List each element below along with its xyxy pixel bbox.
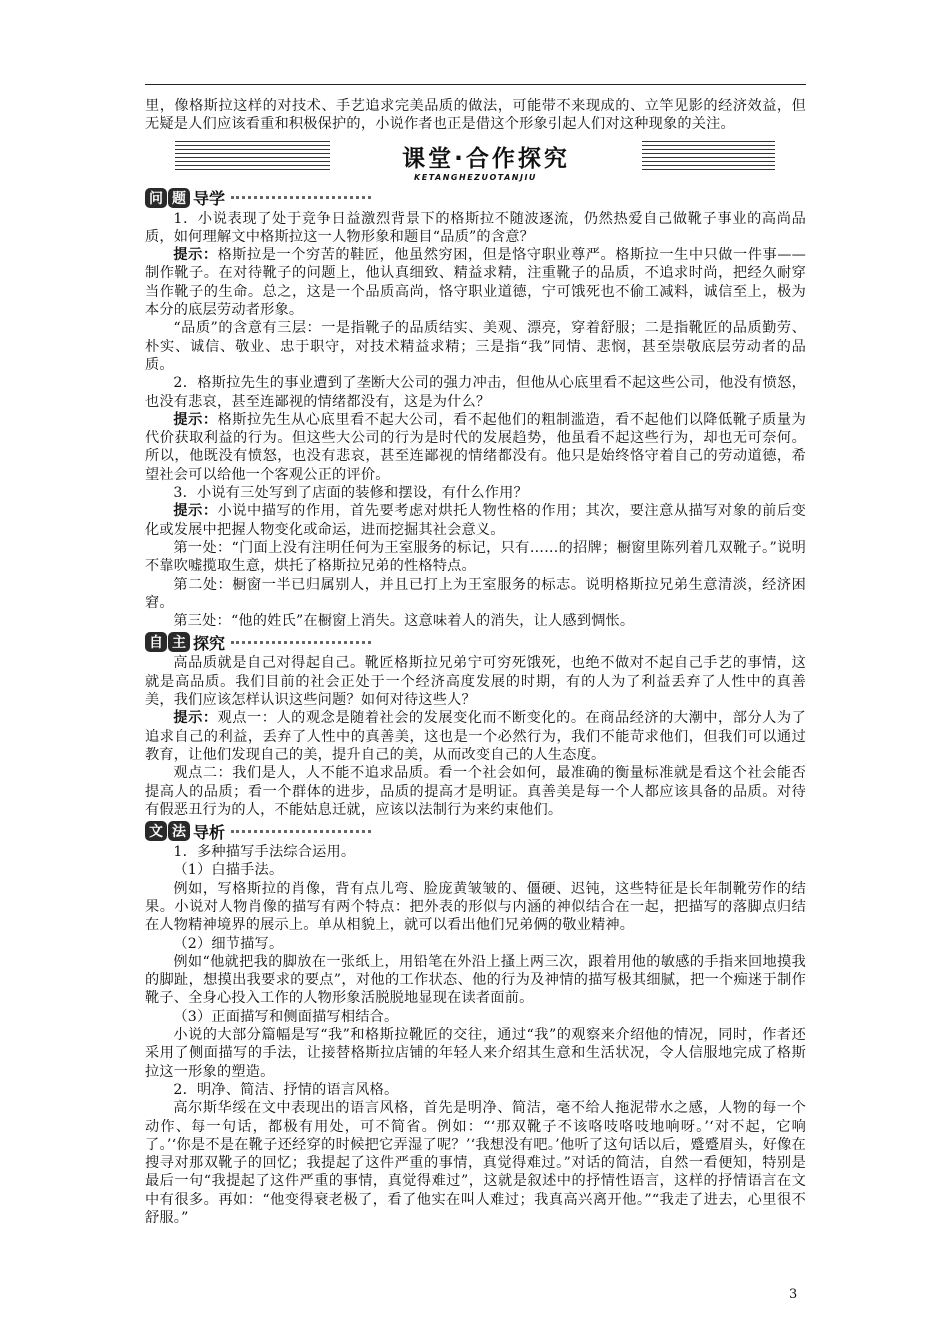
- method-1-sub-3: （3）正面描写和侧面描写相结合。: [173, 1008, 399, 1025]
- inquiry-view-1: 提示：观点一：人的观念是随着社会的发展变化而不断变化的。在商品经济的大潮中，部分人为了追求自己的利益，丢弃了人性中的真善美，这也是一个必然行为，我们不能苛求他们，但我们可以通过教育，让他们发现自己的美，提升自己的美，从而改变自己的人生态度。: [145, 710, 806, 763]
- answer-3-first: 第一处：“门面上没有注明任何为王室服务的标记，只有……的招牌；橱窗里陈列着几双靴子。”说明不靠吹嘘揽取生意，烘托了格斯拉兄弟的性格特点。: [145, 539, 806, 575]
- section-chip: 文: [145, 821, 167, 841]
- question-2: 2．格斯拉先生的事业遭到了垄断大公司的强力冲击，但他从心底里看不起这些公司，他没有愤怒，也没有悲哀，甚至连鄙视的情绪都没有，这是为什么？: [145, 375, 806, 410]
- method-2: 2．明净、简洁、抒情的语言风格。: [173, 1081, 399, 1098]
- method-1-sub-3-text: 小说的大部分篇幅是写“我”和格斯拉靴匠的交往，通过“我”的观察来介绍他的情况，同时，作者还采用了侧面描写的手法，让接替格斯拉店铺的年轻人来介绍其生意和生活状况，令人信服地完成了格斯拉这一形象的塑造。: [145, 1027, 806, 1080]
- page-content: [145, 97, 806, 1227]
- method-1-sub-1-text: 例如，写格斯拉的肖像，背有点儿弯、脸庞黄皱皱的、僵硬、迟钝，这些特征是长年制靴劳作的结果。小说对人物肖像的描写有两个特点：把外表的形似与内涵的神似结合在一起，把描写的落脚点归结在人物精神境界的展示上。单从相貌上，就可以看出他们兄弟俩的敬业精神。: [145, 880, 806, 934]
- section-heading-wenfa: [145, 820, 806, 842]
- banner-bar: [175, 137, 775, 171]
- section-heading-text: 探究: [193, 633, 226, 653]
- section-chip: 自: [145, 632, 167, 652]
- page-number: 3: [789, 1287, 798, 1302]
- section-heading-text: 导析: [193, 822, 226, 842]
- answer-1-cont: “品质”的含意有三层：一是指靴子的品质结实、美观、漂亮，穿着舒服；二是指靴匠的品质勤劳、朴实、诚信、敬业、忠于职守，对技术精益求精；三是指“我”同情、悲悯，甚至崇敬底层劳动者的品质。: [145, 320, 806, 373]
- method-1-sub-2-text: 例如“他就把我的脚放在一张纸上，用铅笔在外沿上搔上两三次，跟着用他的敏感的手指来回地摸我的脚趾，想摸出我要求的要点”，对他的工作状态、他的行为及神情的描写极其细腻，把一个痴迷于制作靴子、全身心投入工作的人物形象活脱脱地显现在读者面前。: [145, 953, 806, 1007]
- section-heading-wenti: [145, 187, 806, 209]
- section-heading-text: 导学: [193, 189, 226, 209]
- answer-3-second: 第二处：橱窗一半已归属别人，并且已打上为王室服务的标志。说明格斯拉兄弟生意清淡，经济困窘。: [145, 576, 806, 611]
- section-heading-zizhu: [145, 631, 806, 653]
- inquiry-view-2: 观点二：我们是人，人不能不追求品质。看一个社会如何，最准确的衡量标准就是看这个社会能否提高人的品质；看一个群体的进步，品质的提高才是明证。真善美是每一个人都应该具备的品质。对待有假恶丑行为的人，不能姑息迁就，应该以法制行为来约束他们。: [145, 765, 806, 818]
- question-3: 3．小说有三处写到了店面的装修和摆设，有什么作用？: [173, 485, 528, 502]
- section-chip: 法: [168, 821, 190, 841]
- section-chip: 主: [168, 632, 190, 652]
- dotted-divider: [231, 830, 371, 833]
- inquiry-question: 高品质就是自己对得起自己。靴匠格斯拉兄弟宁可穷死饿死，也绝不做对不起自己手艺的事情，这就是高品质。我们目前的社会正处于一个经济高度发展的时期，有的人为了利益丢弃了人性中的真善美，我们应该怎样认识这些问题？如何对待这些人？: [145, 655, 806, 709]
- method-1-sub-2: （2）细节描写。: [173, 935, 284, 952]
- answer-1: 提示：格斯拉是一个穷苦的鞋匠，他虽然穷困，但是恪守职业尊严。格斯拉一生中只做一件事——制作靴子。在对待靴子的问题上，他认真细致、精益求精，注重靴子的品质，不追求时尚，把经久耐穿当作靴子的生命。总之，这是一个品质高尚，恪守职业道德，宁可饿死也不偷工减料，诚信至上，极为本分的底层劳动者形象。: [145, 247, 806, 319]
- banner-subtitle: KETANGHEZUOTANJIU: [414, 172, 537, 182]
- answer-2: 提示：格斯拉先生从心底里看不起大公司，看不起他们的粗制滥造，看不起他们以降低靴子质量为代价获取利益的行为。但这些大公司的行为是时代的发展趋势，他虽看不起这些行为，却也无可奈何。所以，他既没有愤怒，也没有悲哀，甚至连鄙视的情绪都没有。他只是始终恪守着自己的劳动道德，希望社会可以给他一个客观公正的评价。: [145, 411, 806, 483]
- section-chip: 题: [168, 188, 190, 208]
- intro-paragraph: 里，像格斯拉这样的对技术、手艺追求完美品质的做法，可能带不来现成的、立竿见影的经济效益，但无疑是人们应该看重和积极保护的，小说作者也正是借这个形象引起人们对这种现象的关注。: [145, 98, 806, 133]
- method-2-text: 高尔斯华绥在文中表现出的语言风格，首先是明净、简洁，毫不给人拖泥带水之感，人物的每一个动作、每一句话，都极有用处，可不简省。例如：“‘那双靴子不该咯吱咯吱地响呀。’‘对不起，它响了。’‘你是不是在靴子还经穿的时候把它弄湿了呢？’‘我想没有吧。’他听了这句话以后，蹙蹙眉头，好像在搜寻对那双靴子的回忆；我提起了这件严重的事情，真觉得难过。”对话的简洁，自然一看便知，特别是最后一句“我提起了这件严重的事情，真觉得难过”，这就是叙述中的抒情性语言，这样的抒情语言在文中有很多。再如：“他变得衰老极了，看了他实在叫人难过；我真高兴离开他。”“我走了进去，心里很不舒服。”: [145, 1100, 806, 1227]
- method-1-sub-1: （1）白描手法。: [173, 862, 284, 879]
- header-rule: [145, 84, 806, 85]
- dotted-divider: [231, 196, 371, 199]
- method-1: 1．多种描写手法综合运用。: [173, 844, 356, 861]
- question-1: 1．小说表现了处于竞争日益激烈背景下的格斯拉不随波逐流，仍然热爱自己做靴子事业的高尚品质，如何理解文中格斯拉这一人物形象和题目“品质”的含意？: [145, 210, 806, 245]
- answer-3: 提示：小说中描写的作用，首先要考虑对烘托人物性格的作用；其次，要注意从描写对象的前后变化或发展中把握人物变化或命运，进而挖掘其社会意义。: [145, 503, 806, 538]
- section-chip: 问: [145, 188, 167, 208]
- banner-title: 课堂·合作探究: [330, 138, 642, 175]
- dotted-divider: [231, 641, 371, 644]
- answer-3-third: 第三处：“他的姓氏”在橱窗上消失。这意味着人的消失，让人感到惆怅。: [173, 613, 635, 630]
- section-banner: [145, 137, 806, 183]
